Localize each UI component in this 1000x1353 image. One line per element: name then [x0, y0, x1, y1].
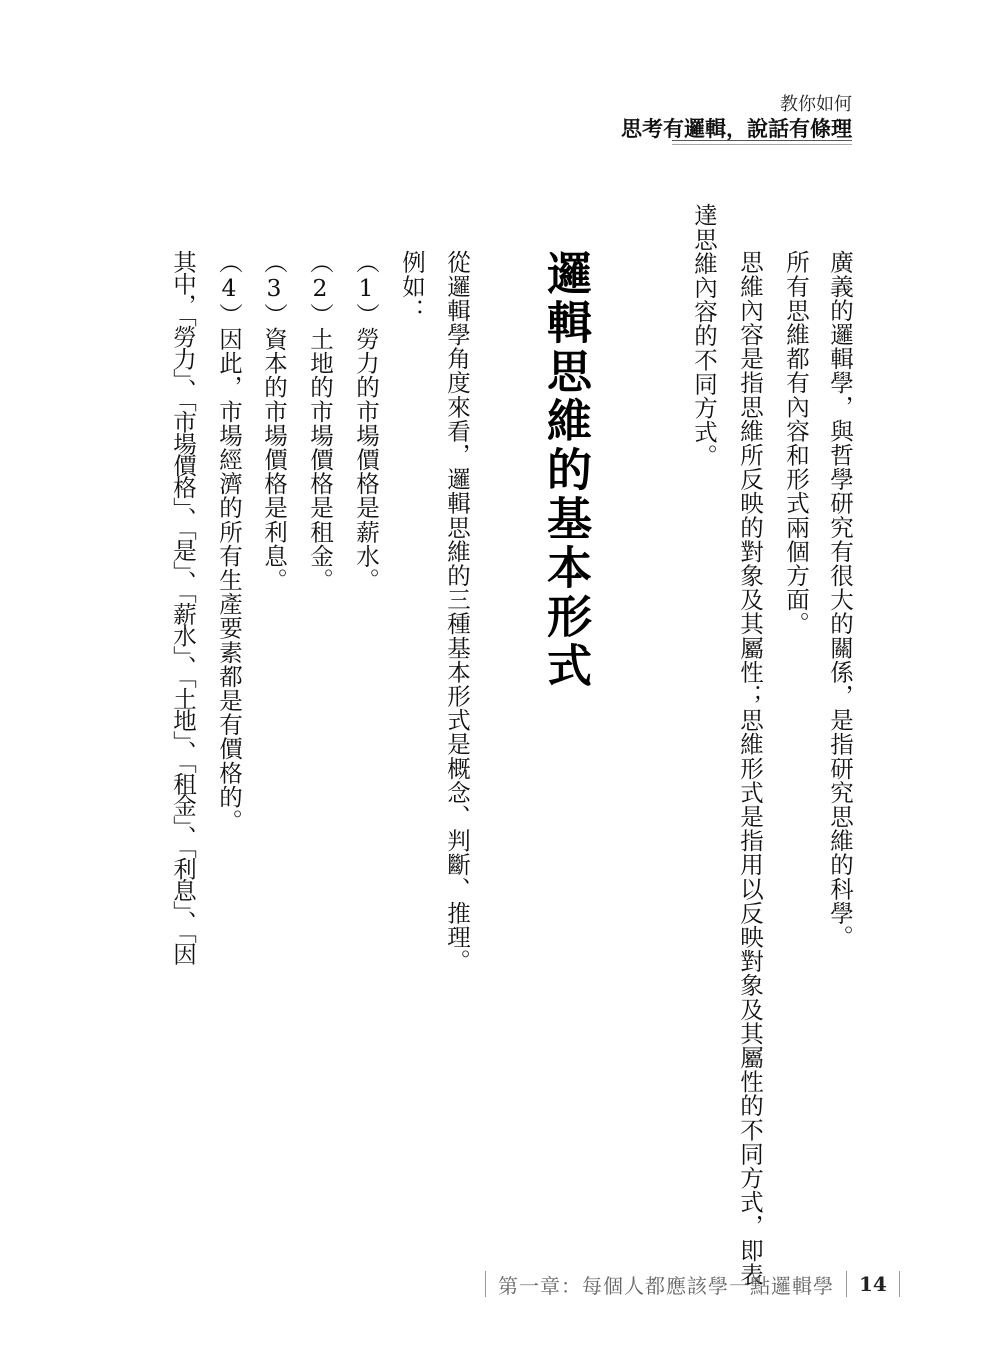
running-header [621, 94, 852, 142]
section-heading: 邏輯思維的基本形式 [539, 250, 592, 691]
paragraph-1-line-1: 廣義的邏輯學，與哲學研究有很大的關係，是指研究思維的科學。 [826, 250, 854, 949]
footer-divider [899, 1271, 900, 1297]
page-number: 14 [859, 1272, 887, 1296]
book-title: 思考有邏輯，說話有條理 [621, 116, 852, 141]
chapter-title: 第一章：每個人都應該學一點邏輯學 [498, 1273, 834, 1298]
paragraph-2-line-1: 思維內容是指思維所反映的對象及其屬性；思維形式是指用以反映對象及其屬性的不同方式，即表 [736, 250, 764, 1287]
body-final-line: 其中，「勞力」、「市場價格」、「是」、「薪水」、「土地」、「租金」、「利息」、「因 [169, 250, 197, 964]
header-divider [672, 140, 852, 145]
page-footer [485, 1270, 900, 1298]
list-item-4: （4）因此，市場經濟的所有生產要素都是有價格的。 [215, 250, 243, 833]
list-item-2: （2）土地的市場價格是租金。 [306, 250, 334, 592]
book-subtitle: 教你如何 [780, 94, 852, 115]
body-intro: 從邏輯學角度來看，邏輯思維的三種基本形式是概念、判斷、推理。 [443, 250, 471, 973]
paragraph-1-line-2: 所有思維都有內容和形式兩個方面。 [782, 250, 810, 636]
paragraph-2-line-2: 達思維內容的不同方式。 [690, 203, 718, 469]
list-item-1: （1）勞力的市場價格是薪水。 [352, 250, 380, 592]
list-item-3: （3）資本的市場價格是利息。 [260, 250, 288, 592]
example-label: 例如： [398, 250, 426, 323]
